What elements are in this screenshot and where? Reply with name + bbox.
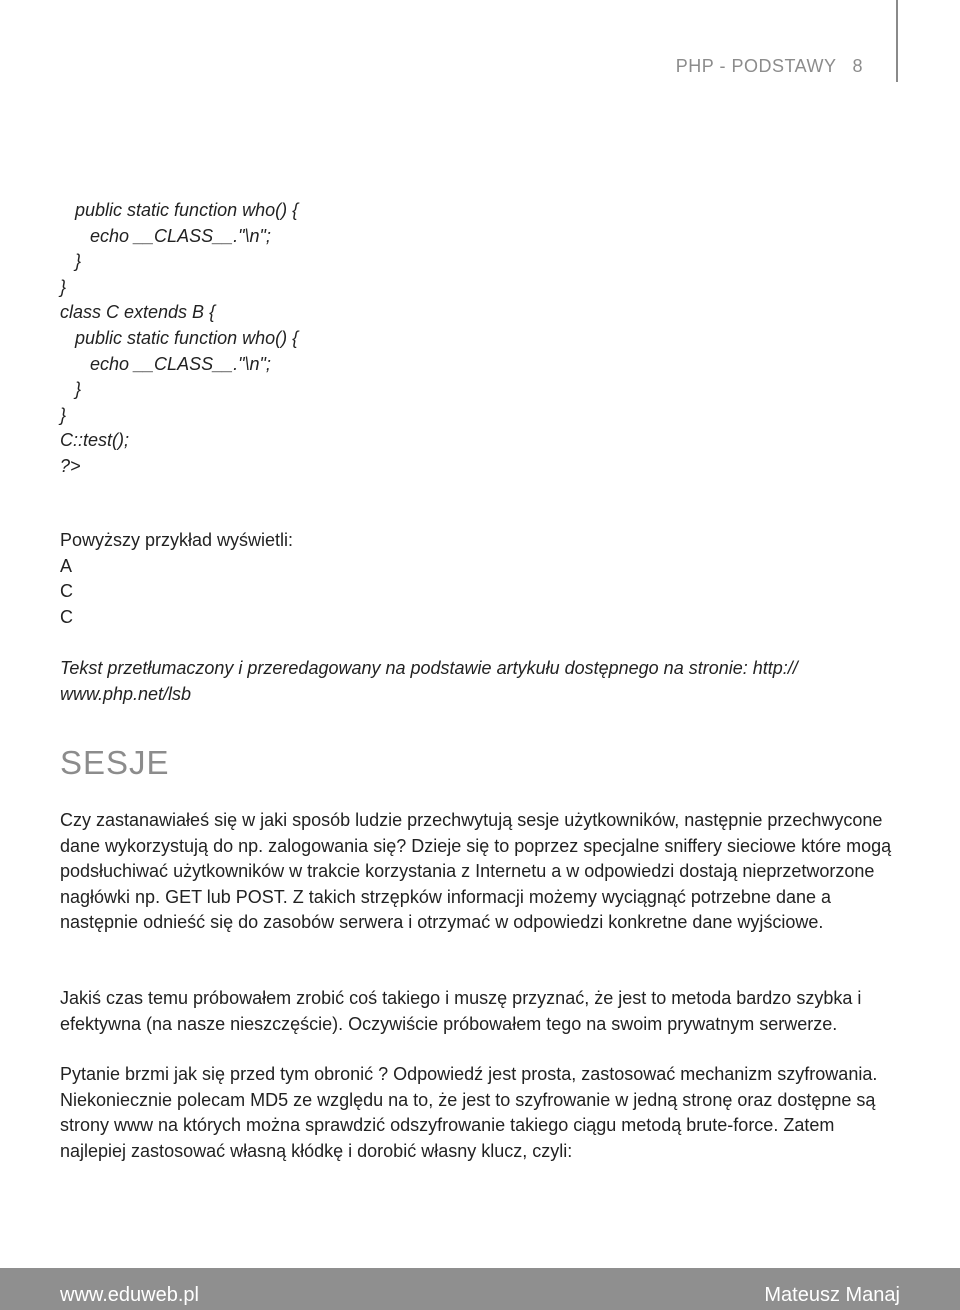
page-number: 8 [852,56,863,76]
paragraph: Jakiś czas temu próbowałem zrobić coś takiego i muszę przyznać, że jest to metoda bardzo szybka i efektywna (na nasze nieszczęście). Oczywiście próbowałem tego na swoim prywatnym serwerze. [60,988,862,1034]
source-note-line: Tekst przetłumaczony i przeredagowany na podstawie artykułu dostępnego na stronie: http:// [60,658,798,678]
code-line: public static function who() { [60,327,299,348]
code-line: } [60,404,67,425]
output-line: C [60,581,73,602]
code-line: } [60,276,67,297]
output-line: A [60,555,73,576]
code-line: public static function who() { [60,200,299,220]
footer-website: www.eduweb.pl [60,1284,199,1306]
code-line: echo __CLASS__."\n"; [60,353,271,374]
example-output [60,528,293,630]
output-intro: Powyższy przykład wyświetli: [60,530,294,550]
paragraph: Pytanie brzmi jak się przed tym obronić ? Odpowiedź jest prosta, zastosować mechanizm szyfrowania. Niekoniecznie polecam MD5 ze względu na to, że jest to szyfrowanie w jedną stronę oraz dostępne są strony www na których można sprawdzić odszyfrowanie takiego ciągu metodą brute-force. Zatem najlepiej zastosować własną kłódkę i dorobić własny klucz, czyli: [60,1064,878,1161]
code-line: ?> [60,455,81,476]
running-header [676,56,863,77]
header-title: PHP - PODSTAWY [675,56,837,76]
section-heading: SESJE [60,744,170,781]
code-line: echo __CLASS__."\n"; [60,225,271,246]
source-note [60,656,910,707]
code-listing [60,198,298,480]
source-note-url: www.php.net/lsb [60,683,192,704]
code-line: } [60,251,82,272]
output-line: C [60,606,73,627]
footer-author: Mateusz Manaj [764,1284,900,1306]
header-divider [896,0,898,82]
code-line: C::test(); [60,430,130,451]
code-line: } [60,379,82,400]
code-line: class C extends B { [60,302,216,323]
paragraph: Czy zastanawiałeś się w jaki sposób ludzie przechwytują sesje użytkowników, następnie przechwycone dane wykorzystują do np. zalogowania się? Dzieje się to poprzez specjalne sniffery sieciowe które mogą podsłuchiwać użytkowników w trakcie korzystania z Internetu a w odpowiedzi dostają nieprzetworzone nagłówki np. GET lub POST. Z takich strzępków informacji możemy wyciągnąć potrzebne dane a następnie odnieść się do zasobów serwera i otrzymać w odpowiedzi konkretne dane wyjściowe. [60,810,892,933]
page-footer [0,1268,960,1310]
